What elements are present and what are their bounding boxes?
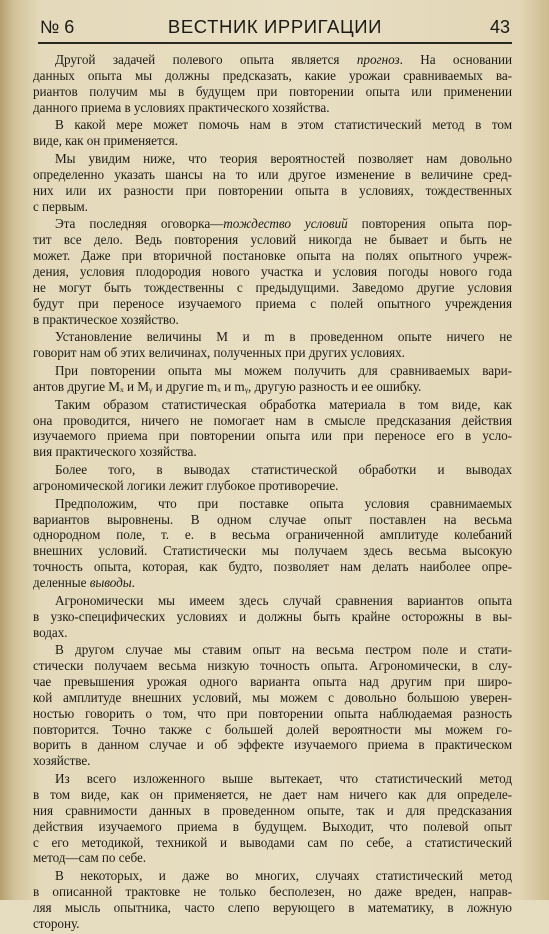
text-line: В какой мере может помочь нам в этом статистический метод в том [55, 117, 512, 133]
article-body [33, 52, 512, 934]
paragraph [33, 329, 512, 361]
text-line: деленные выводы. [33, 575, 135, 590]
text-line: агрономической логики лежит глубокое противоречие. [33, 477, 339, 493]
paragraph [33, 771, 512, 866]
text-line: Более того, в выводах статистической обработки и выводах [55, 462, 512, 478]
text-line: Эта последняя оговорка—тождество условий повторения опыта пор- [55, 216, 512, 232]
text-line: Предположим, что при поставке опыта условия сравнимаемых [55, 495, 512, 511]
text-line: с его методикой, техникой и выводами сам по себе, а статистический [33, 834, 512, 850]
text-line: в описанной трактовке не только бесполезен, но даже вреден, направ- [33, 884, 512, 900]
text-line: риантов получим мы в будущем при повторении опыта или применении [33, 83, 512, 99]
text-line: Другой задачей полевого опыта является прогноз. На основании [55, 52, 512, 67]
text-line: сторону. [33, 915, 80, 931]
text-line: хозяйстве. [33, 753, 91, 769]
text-line: В некоторых, и даже во многих, случаях статистический метод [55, 868, 512, 884]
text-line: тит все дело. Ведь повторения условий никогда не бывает и быть не [33, 232, 512, 248]
text-line: точность опыта, которая, как будто, позволяет нам делать наиболее опре- [33, 559, 512, 575]
text-line: дения, условия плодородия нового участка и условия погоды нового года [33, 263, 512, 279]
paragraph [33, 363, 512, 395]
paragraph [33, 462, 512, 494]
text-line: с первым. [33, 198, 88, 214]
text-line: кой амплитуде внешних условий, мы можем с довольно большою уверен- [33, 689, 512, 705]
text-line: Таким образом статистическая обработка материала в том виде, как [55, 396, 512, 412]
text-line: изучаемого приема при повторении опыта или при переносе его в усло- [33, 428, 512, 444]
text-line: чае превышения урожая одного варианта опыта над другим при широ- [33, 674, 512, 690]
text-line: При повторении опыта мы можем получить для сравниваемых вари- [55, 363, 512, 379]
text-line: метод—сам по себе. [33, 850, 147, 866]
text-line: может. Даже при вторичной постановке опыта на полях опытного учреж- [33, 248, 512, 264]
text-line: Мы увидим ниже, что теория вероятностей позволяет нам довольно [55, 151, 512, 167]
text-line: определенно указать шансы на то или другое изменение в величине сред- [33, 166, 512, 182]
text-line: внешних условий. Статистически мы получаем здесь весьма высокую [33, 543, 512, 559]
text-line: в практическое хозяйство. [33, 311, 179, 327]
text-line: не могут быть тождественны с предыдущими. Заведомо другие условия [33, 279, 512, 295]
text-line: ляя мысль опытника, часто слепо верующего в математику, в ложную [33, 899, 512, 915]
text-line: в узко-специфических условиях и должны быть крайне осторожны в вы- [33, 608, 512, 624]
text-line: однородном поле, т. е. в весьма ограниченной амплитуде колебаний [33, 527, 512, 543]
page-number: 43 [489, 17, 510, 37]
text-line: ностью говорить о том, что при повторении опыта наблюдаемая разность [33, 705, 512, 721]
text-line: стически получаем весьма низкую точность опыта. Агрономически, в слу- [33, 658, 512, 674]
issue-number: № 6 [40, 17, 75, 37]
paragraph [33, 642, 512, 769]
paragraph [33, 117, 512, 149]
paragraph [33, 868, 512, 931]
text-line: действия изучаемого приема в будущем. Выходит, что полевой опыт [33, 818, 512, 834]
text-line: будут при переносе изучаемого приема с полей опытного учреждения [33, 295, 512, 311]
paragraph [33, 593, 512, 641]
paragraph [33, 151, 512, 214]
text-line: В другом случае мы ставим опыт на весьма пестром поле и стати- [55, 642, 512, 658]
text-line: вия практического хозяйства. [33, 444, 197, 460]
text-line: она проводится, ничего не помогает нам в смысле предсказания действия [33, 412, 512, 428]
text-line: данного приема в условиях практического хозяйства. [33, 99, 330, 115]
text-line: Установление величины M и m в проведенном опыте ничего не [55, 329, 512, 345]
header-rule [38, 42, 512, 44]
text-line: в том виде, как он применяется, не дает нам ничего как для определе- [33, 786, 512, 802]
text-line: данных опыта мы должны предсказать, какие урожаи сравниваемых ва- [33, 67, 512, 83]
text-line: антов другие Mₓ и Mᵧ и другие mₓ и mᵧ, другую разность и ее ошибку. [33, 378, 422, 394]
paragraph [33, 496, 512, 591]
text-line: вариантов выровнены. В одном случае опыт поставлен на весьма [33, 511, 512, 527]
page-header [40, 14, 510, 44]
text-line: ворить в данном случае и об эффекте изучаемого приема в практическом [33, 737, 512, 753]
paragraph [33, 397, 512, 460]
text-line: повторится. Точно также с большей долей вероятности мы можем го- [33, 721, 512, 737]
text-line: них или их разности при повторении опыта в условиях, тождественных [33, 182, 512, 198]
paragraph [33, 52, 512, 115]
text-line: водах. [33, 624, 68, 640]
text-line: Агрономически мы имеем здесь случай сравнения вариантов опыта [55, 592, 512, 608]
journal-title: ВЕСТНИК ИРРИГАЦИИ [167, 16, 383, 37]
text-line: Из всего изложенного выше вытекает, что статистический метод [55, 771, 512, 787]
text-line: говорит нам об этих величинах, полученных при других условиях. [33, 345, 405, 361]
paragraph [33, 216, 512, 327]
text-line: виде, как он применяется. [33, 133, 178, 149]
text-line: ния сравнимости данных в проведенном опыте, так и для предсказания [33, 802, 512, 818]
